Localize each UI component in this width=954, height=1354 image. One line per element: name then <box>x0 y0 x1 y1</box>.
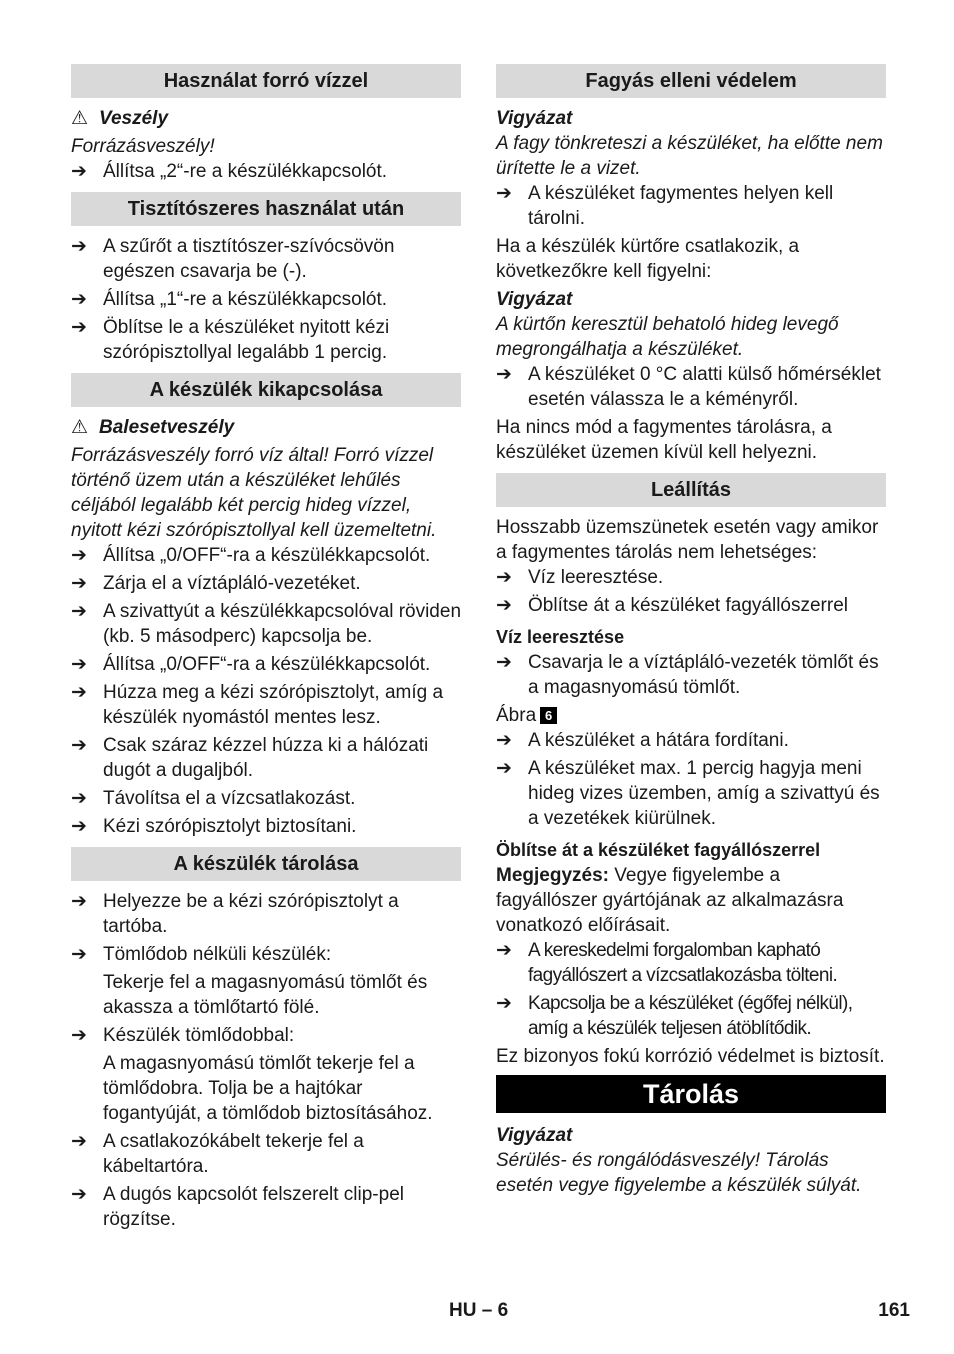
section-header-hot-water: Használat forró vízzel <box>71 64 461 98</box>
paragraph: Ez bizonyos fokú korrózió védelmet is biztosít. <box>496 1046 885 1067</box>
arrow-icon: ➔ <box>71 573 87 594</box>
arrow-icon: ➔ <box>71 1131 87 1152</box>
arrow-icon: ➔ <box>71 944 87 965</box>
list-item: ➔ Húzza meg a kézi szórópisztolyt, amíg a készülék nyomástól mentes lesz. <box>71 682 444 728</box>
arrow-icon: ➔ <box>496 993 512 1014</box>
list-item: ➔ Öblítse át a készüléket fagyállószerrel <box>496 595 848 616</box>
arrow-icon: ➔ <box>71 1025 87 1046</box>
left-column <box>71 64 461 1232</box>
list-item: ➔ Távolítsa el a vízcsatlakozást. <box>71 788 356 809</box>
paragraph: Hosszabb üzemszünetek esetén vagy amikor a fagymentes tárolás nem lehetséges: <box>496 517 879 563</box>
section-header-shutdown: A készülék kikapcsolása <box>71 373 461 407</box>
footer-page-number: 161 <box>878 1300 910 1321</box>
arrow-icon: ➔ <box>71 317 87 338</box>
arrow-icon: ➔ <box>496 730 512 751</box>
arrow-icon: ➔ <box>71 601 87 622</box>
list-item: ➔ Állítsa „0/OFF“-ra a készülékkapcsolót. <box>71 545 431 566</box>
list-item: ➔ Öblítse le a készüléket nyitott kézi szórópisztollyal legalább 1 percig. <box>71 317 390 363</box>
arrow-icon: ➔ <box>71 682 87 703</box>
footer-language-page: HU – 6 <box>449 1300 509 1321</box>
list-item: ➔ A szűrőt a tisztítószer-szívócsövön egészen csavarja be (-). <box>71 236 395 282</box>
list-item: ➔ Tömlődob nélküli készülék: <box>71 944 332 965</box>
right-column <box>496 64 886 1198</box>
figure-reference: Ábra 6 <box>496 703 886 728</box>
list-item: ➔ Víz leeresztése. <box>496 567 664 588</box>
list-item: ➔ Kézi szórópisztolyt biztosítani. <box>71 816 357 837</box>
arrow-icon: ➔ <box>496 183 512 204</box>
caution-text: Sérülés- és rongálódásveszély! Tárolás esetén vegye figyelembe a készülék súlyát. <box>496 1150 862 1196</box>
arrow-icon: ➔ <box>71 545 87 566</box>
section-header-frost-protection: Fagyás elleni védelem <box>496 64 886 98</box>
caution-text: A kürtőn keresztül behatoló hideg levegő megrongálhatja a készüléket. <box>496 314 839 360</box>
list-item: ➔ A dugós kapcsolót felszerelt clip-pel rögzítse. <box>71 1184 404 1230</box>
arrow-icon: ➔ <box>496 940 512 961</box>
note-paragraph: Megjegyzés: Vegye figyelembe a fagyállószer gyártójának az alkalmazásra vonatkozó előírásait. <box>496 865 844 936</box>
list-item: ➔ Állítsa „1“-re a készülékkapcsolót. <box>71 289 388 310</box>
list-item: ➔ A csatlakozókábelt tekerje fel a kábeltartóra. <box>71 1131 364 1177</box>
section-header-storage: A készülék tárolása <box>71 847 461 881</box>
arrow-icon: ➔ <box>71 891 87 912</box>
list-item: ➔ A készüléket 0 °C alatti külső hőmérséklet esetén válassza le a kéményről. <box>496 364 881 410</box>
arrow-icon: ➔ <box>496 567 512 588</box>
section-header-detergent: Tisztítószeres használat után <box>71 192 461 226</box>
list-item: ➔ Állítsa „0/OFF“-ra a készülékkapcsolót. <box>71 654 431 675</box>
caution-heading: Vigyázat <box>496 289 573 310</box>
list-item: ➔ Csavarja le a víztápláló-vezeték tömlőt és a magasnyomású tömlőt. <box>496 652 879 698</box>
arrow-icon: ➔ <box>496 364 512 385</box>
warning-text: Forrázásveszély! <box>71 136 215 157</box>
arrow-icon: ➔ <box>71 1184 87 1205</box>
section-header-decommissioning: Leállítás <box>496 473 886 507</box>
list-item-continuation: A magasnyomású tömlőt tekerje fel a tömlődobra. Tolja be a hajtókar fogantyúját, a tömlődob biztosításához. <box>103 1053 433 1124</box>
list-item: ➔ Csak száraz kézzel húzza ki a hálózati dugót a dugaljból. <box>71 735 429 781</box>
arrow-icon: ➔ <box>71 289 87 310</box>
figure-number-badge: 6 <box>540 707 557 724</box>
warning-triangle-icon: ⚠ <box>71 417 89 438</box>
paragraph: Ha nincs mód a fagymentes tárolásra, a készüléket üzemen kívül kell helyezni. <box>496 417 832 463</box>
arrow-icon: ➔ <box>71 735 87 756</box>
warning-text: Forrázásveszély forró víz által! Forró vízzel történő üzem után a készüléket lehűlés céljából legalább két percig hideg vízzel, nyitott kézi szórópisztollyal kell üzemeltetni. <box>71 445 437 541</box>
subheading-drain-water: Víz leeresztése <box>496 627 625 647</box>
subheading-antifreeze: Öblítse át a készüléket fagyállószerrel <box>496 840 821 860</box>
caution-heading: Vigyázat <box>496 1125 573 1146</box>
warning-triangle-icon: ⚠ <box>71 108 89 129</box>
accident-warning: ⚠ Balesetveszély <box>71 417 235 438</box>
arrow-icon: ➔ <box>71 161 87 182</box>
list-item: ➔ Készülék tömlődobbal: <box>71 1025 295 1046</box>
list-item: ➔ A kereskedelmi forgalomban kapható fagyállószert a vízcsatlakozásba tölteni. <box>496 940 838 986</box>
arrow-icon: ➔ <box>71 654 87 675</box>
arrow-icon: ➔ <box>496 652 512 673</box>
arrow-icon: ➔ <box>496 595 512 616</box>
arrow-icon: ➔ <box>71 816 87 837</box>
list-item: ➔ Zárja el a víztápláló-vezetéket. <box>71 573 361 594</box>
list-item-continuation: Tekerje fel a magasnyomású tömlőt és akassza a tömlőtartó fölé. <box>103 972 428 1018</box>
main-heading-storage: Tárolás <box>496 1075 886 1113</box>
danger-warning: ⚠ Veszély <box>71 108 169 129</box>
list-item: ➔ A készüléket fagymentes helyen kell tárolni. <box>496 183 834 229</box>
caution-text: A fagy tönkreteszi a készüléket, ha előtte nem ürítette le a vizet. <box>496 133 883 179</box>
caution-heading: Vigyázat <box>496 108 573 129</box>
arrow-icon: ➔ <box>71 788 87 809</box>
list-item: ➔ A szivattyút a készülékkapcsolóval röviden (kb. 5 másodperc) kapcsolja be. <box>71 601 462 647</box>
arrow-icon: ➔ <box>71 236 87 257</box>
arrow-icon: ➔ <box>496 758 512 779</box>
list-item: ➔ A készüléket max. 1 percig hagyja meni hideg vizes üzemben, amíg a szivattyú és a vezetékek kiürülnek. <box>496 758 880 829</box>
list-item: ➔ Állítsa „2“-re a készülékkapcsolót. <box>71 161 388 182</box>
paragraph: Ha a készülék kürtőre csatlakozik, a következőkre kell figyelni: <box>496 236 800 282</box>
list-item: ➔ Helyezze be a kézi szórópisztolyt a tartóba. <box>71 891 399 937</box>
list-item: ➔ Kapcsolja be a készüléket (égőfej nélkül), amíg a készülék teljesen átöblítődik. <box>496 993 853 1039</box>
list-item: ➔ A készüléket a hátára fordítani. <box>496 730 789 751</box>
